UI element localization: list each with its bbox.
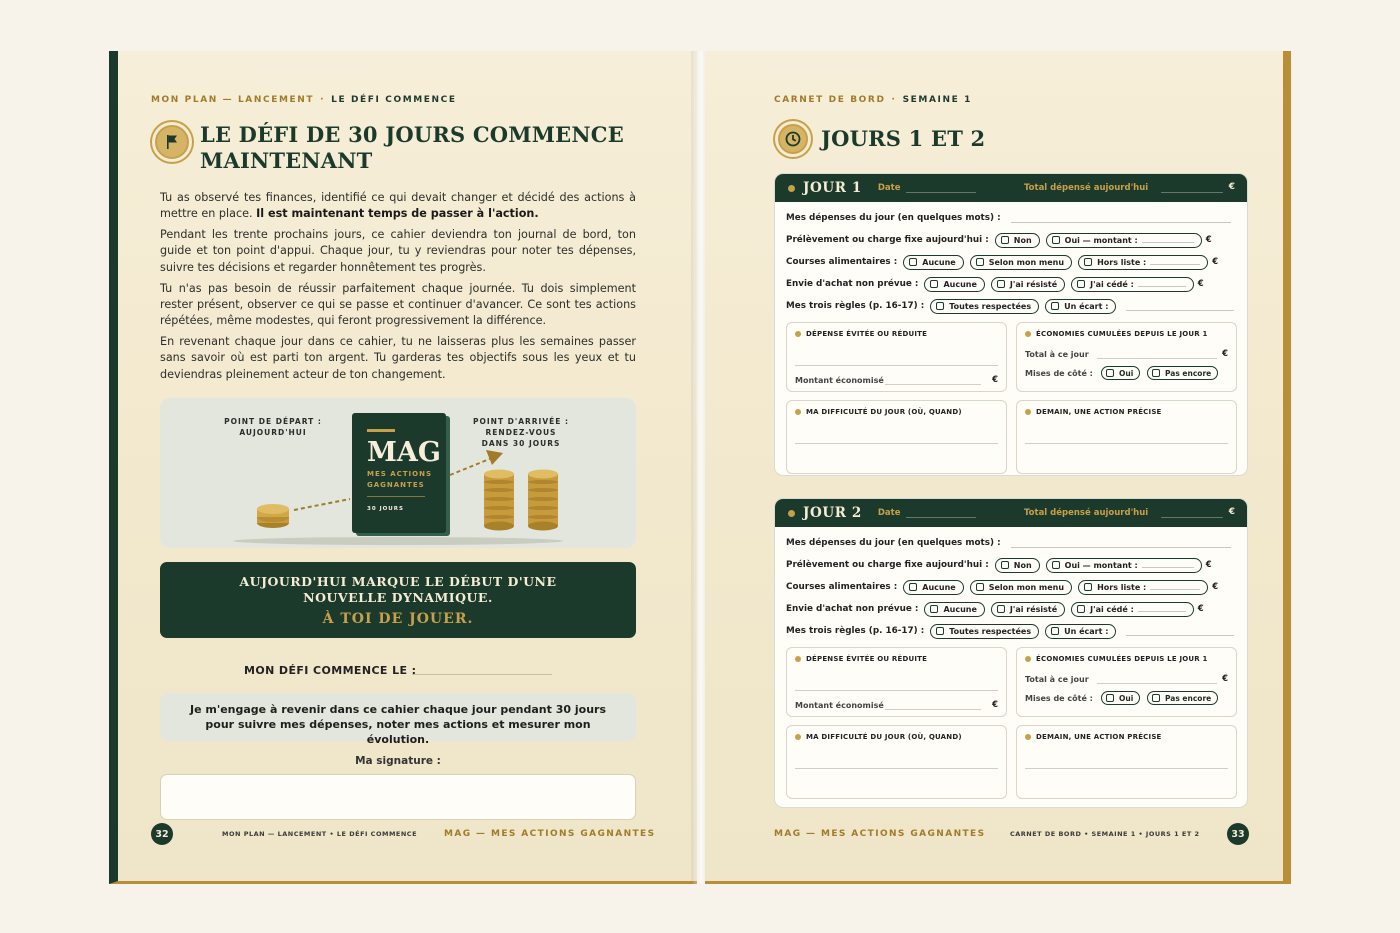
checkbox-icon (1052, 236, 1060, 244)
checkbox-icon (936, 627, 944, 635)
checkbox-icon (1106, 369, 1114, 377)
total-field[interactable] (1161, 517, 1223, 518)
day-header (775, 174, 1247, 202)
clock-icon (775, 121, 811, 157)
cta-line2: À TOI DE JOUER. (322, 611, 474, 627)
total-label: Total dépensé aujourd'hui (1024, 508, 1149, 518)
coin-stack-tall-icon (528, 470, 558, 531)
cumulative-savings-box: ÉCONOMIES CUMULÉES DEPUIS LE JOUR 1 Total à ce jour € Mises de côté : Oui Pas encore (1016, 647, 1237, 717)
checkbox-icon (1077, 280, 1085, 288)
checkbox-icon (930, 605, 938, 613)
cumulative-savings-box: ÉCONOMIES CUMULÉES DEPUIS LE JOUR 1 Total à ce jour € Mises de côté : Oui Pas encore (1016, 322, 1237, 392)
expenses-field[interactable] (1011, 547, 1231, 548)
start-date-field[interactable] (412, 674, 552, 675)
paragraph: Pendant les trente prochains jours, ce cahier deviendra ton journal de bord, ton guide et ton point d'appui. Chaque jour, tu y reviendras pour noter tes dépenses, suivre tes décisions et regarder honnêtement tes progrès. (160, 228, 636, 274)
option-un-ecart[interactable]: Un écart : (1045, 299, 1116, 314)
book-subtitle: MES ACTIONS GAGNANTES (367, 470, 433, 489)
checkbox-icon (1084, 583, 1092, 591)
day-header (775, 499, 1247, 527)
fixed-charge-row: Prélèvement ou charge fixe aujourd'hui : Non Oui — montant : € (786, 557, 1212, 573)
day-label: JOUR 1 (803, 180, 862, 196)
left-page (109, 51, 697, 884)
day-card (774, 173, 1248, 476)
amount-saved-field[interactable] (885, 709, 981, 710)
euro-sign: € (1228, 182, 1235, 192)
total-field[interactable] (1161, 192, 1223, 193)
cta-banner (160, 562, 636, 638)
page-title: JOURS 1 ET 2 (821, 126, 986, 151)
option-oui-montant[interactable]: Oui — montant : (1046, 558, 1202, 573)
engagement-statement: Je m'engage à revenir dans ce cahier chaque jour pendant 30 jours pour suivre mes dépenses, noter mes actions et mesurer mon évolution. (160, 693, 636, 741)
checkbox-icon (1001, 561, 1009, 569)
expenses-field[interactable] (1011, 222, 1231, 223)
rules-row: Mes trois règles (p. 16-17) : Toutes respectées Un écart : (786, 298, 1234, 314)
option-selon-menu[interactable]: Selon mon menu (970, 255, 1072, 270)
open-book (109, 51, 1291, 884)
checkbox-icon (1001, 236, 1009, 244)
option-hors-liste[interactable]: Hors liste : (1078, 580, 1208, 595)
difficulty-box[interactable]: MA DIFFICULTÉ DU JOUR (OÙ, QUAND) (786, 400, 1007, 474)
emphasis-text: Il est maintenant temps de passer à l'action. (256, 207, 539, 221)
option-cede[interactable]: J'ai cédé : (1071, 602, 1194, 617)
option-toutes-respectees[interactable]: Toutes respectées (930, 624, 1039, 639)
checkbox-icon (930, 280, 938, 288)
running-footer: MON PLAN — LANCEMENT • LE DÉFI COMMENCE (222, 830, 418, 838)
right-page (705, 51, 1291, 884)
signature-label: Ma signature : (355, 755, 441, 767)
checkbox-icon (936, 302, 944, 310)
option-aucune[interactable]: Aucune (903, 580, 963, 595)
breadcrumb: MON PLAN — LANCEMENT · LE DÉFI COMMENCE (151, 95, 457, 105)
progress-illustration (160, 398, 636, 548)
date-label: Date (877, 183, 901, 193)
option-hors-liste[interactable]: Hors liste : (1078, 255, 1208, 270)
page-number: 32 (151, 823, 173, 845)
option-resiste[interactable]: J'ai résisté (991, 602, 1065, 617)
checkbox-icon (1077, 605, 1085, 613)
breadcrumb-sub: LE DÉFI COMMENCE (331, 95, 457, 105)
checkbox-icon (976, 583, 984, 591)
start-label: POINT DE DÉPART : AUJOURD'HUI (224, 417, 322, 437)
page-title-row (775, 121, 985, 157)
page-title (200, 122, 624, 174)
breadcrumb-sub: SEMAINE 1 (902, 95, 972, 105)
page-title-row (152, 122, 624, 174)
next-action-box[interactable]: DEMAIN, UNE ACTION PRÉCISE (1016, 400, 1237, 474)
expenses-row: Mes dépenses du jour (en quelques mots) : (786, 210, 1231, 226)
flag-icon (152, 122, 192, 162)
total-label: Total dépensé aujourd'hui (1024, 183, 1149, 193)
option-un-ecart[interactable]: Un écart : (1045, 624, 1116, 639)
checkbox-icon (997, 605, 1005, 613)
total-to-date-field[interactable] (1097, 683, 1217, 684)
groceries-row: Courses alimentaires : Aucune Selon mon menu Hors liste : € (786, 579, 1218, 595)
date-field[interactable] (906, 517, 976, 518)
checkbox-icon (1084, 258, 1092, 266)
intro-text (160, 190, 636, 388)
option-oui-montant[interactable]: Oui — montant : (1046, 233, 1202, 248)
breadcrumb: CARNET DE BORD · SEMAINE 1 (774, 95, 972, 105)
checkbox-icon (1152, 694, 1160, 702)
option-resiste[interactable]: J'ai résisté (991, 277, 1065, 292)
page-title-line1: LE DÉFI DE 30 JOURS COMMENCE (200, 122, 624, 147)
checkbox-icon (1052, 561, 1060, 569)
coin-stack-tall-icon (484, 470, 514, 531)
option-non[interactable]: Non (995, 233, 1040, 248)
checkbox-icon (1106, 694, 1114, 702)
checkbox-icon (909, 258, 917, 266)
ecart-field[interactable] (1126, 310, 1234, 311)
paragraph: Tu as observé tes finances, identifié ce qui devait changer et décidé des actions à mettre en place. Il est maintenant temps de passer à l'action. (160, 191, 636, 221)
book-days: 30 JOURS (367, 506, 404, 512)
avoided-expense-box: DÉPENSE ÉVITÉE OU RÉDUITE Montant économisé € (786, 647, 1007, 717)
mag-book-icon (352, 413, 446, 533)
option-toutes-respectees[interactable]: Toutes respectées (930, 299, 1039, 314)
checkbox-icon (909, 583, 917, 591)
option-non[interactable]: Non (995, 558, 1040, 573)
impulse-row: Envie d'achat non prévue : Aucune J'ai résisté J'ai cédé : € (786, 276, 1204, 292)
expenses-row: Mes dépenses du jour (en quelques mots) : (786, 535, 1231, 551)
checkbox-icon (1152, 369, 1160, 377)
groceries-row: Courses alimentaires : Aucune Selon mon menu Hors liste : € (786, 254, 1218, 270)
paragraph: Tu n'as pas besoin de réussir parfaitement chaque journée. Tu dois simplement rester présent, observer ce qui se passe et continuer d'avancer. Ce sont tes actions répétées, même modestes, qui feront progressivement la différence. (160, 281, 636, 328)
coin-stack-small-icon (257, 504, 289, 528)
breadcrumb-section: CARNET DE BORD (774, 95, 886, 105)
page-number: 33 (1227, 823, 1249, 845)
brand-footer: MAG — MES ACTIONS GAGNANTES (444, 829, 656, 839)
page-title-line2: MAINTENANT (200, 148, 373, 173)
breadcrumb-section: MON PLAN — LANCEMENT (151, 95, 315, 105)
brand-footer: MAG — MES ACTIONS GAGNANTES (774, 829, 986, 839)
option-cede[interactable]: J'ai cédé : (1071, 277, 1194, 292)
option-aucune[interactable]: Aucune (903, 255, 963, 270)
difficulty-box[interactable]: MA DIFFICULTÉ DU JOUR (OÙ, QUAND) (786, 725, 1007, 799)
day-card (774, 498, 1248, 808)
date-label: Date (877, 508, 901, 518)
fixed-charge-row: Prélèvement ou charge fixe aujourd'hui : Non Oui — montant : € (786, 232, 1212, 248)
avoided-expense-box: DÉPENSE ÉVITÉE OU RÉDUITE Montant économisé € (786, 322, 1007, 392)
checkbox-icon (1051, 302, 1059, 310)
next-action-box[interactable]: DEMAIN, UNE ACTION PRÉCISE (1016, 725, 1237, 799)
book-title: MAG (367, 437, 441, 468)
option-oui[interactable]: Oui (1101, 691, 1140, 705)
option-pas-encore[interactable]: Pas encore (1147, 691, 1218, 705)
running-footer: CARNET DE BORD • SEMAINE 1 • JOURS 1 ET 2 (1010, 830, 1200, 838)
paragraph: En revenant chaque jour dans ce cahier, tu ne laisseras plus les semaines passer sans savoir où est parti ton argent. Tu garderas tes objectifs sous les yeux et tu deviendras pleinement acteur de ton changement. (160, 335, 636, 381)
option-oui[interactable]: Oui (1101, 366, 1140, 380)
date-field[interactable] (906, 192, 976, 193)
checkbox-icon (1051, 627, 1059, 635)
cta-line1: AUJOURD'HUI MARQUE LE DÉBUT D'UNE NOUVELLE DYNAMIQUE. (239, 574, 557, 605)
option-aucune[interactable]: Aucune (924, 602, 984, 617)
total-to-date-field[interactable] (1097, 358, 1217, 359)
checkbox-icon (976, 258, 984, 266)
option-pas-encore[interactable]: Pas encore (1147, 366, 1218, 380)
option-aucune[interactable]: Aucune (924, 277, 984, 292)
start-date-label: MON DÉFI COMMENCE LE : (244, 664, 417, 677)
rules-row: Mes trois règles (p. 16-17) : Toutes respectées Un écart : (786, 623, 1234, 639)
amount-saved-field[interactable] (885, 384, 981, 385)
day-label: JOUR 2 (803, 505, 862, 521)
impulse-row: Envie d'achat non prévue : Aucune J'ai résisté J'ai cédé : € (786, 601, 1204, 617)
checkbox-icon (997, 280, 1005, 288)
ecart-field[interactable] (1126, 635, 1234, 636)
end-label: POINT D'ARRIVÉE : RENDEZ-VOUS DANS 30 JOURS (473, 417, 569, 448)
euro-sign: € (1228, 507, 1235, 517)
signature-field[interactable] (160, 774, 636, 820)
option-selon-menu[interactable]: Selon mon menu (970, 580, 1072, 595)
